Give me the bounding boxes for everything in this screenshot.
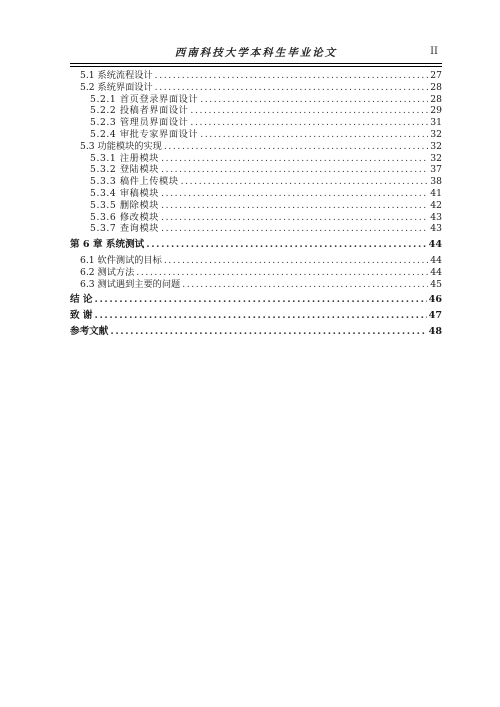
toc-entry-page: 29	[430, 105, 442, 117]
toc-entry[interactable]	[70, 105, 442, 117]
toc-entry[interactable]	[70, 223, 442, 235]
leader-dots	[95, 310, 427, 322]
toc-entry[interactable]	[70, 279, 442, 291]
toc-entry-page: 32	[430, 152, 442, 164]
toc-entry-label: 5.2.3 管理员界面设计	[90, 117, 189, 129]
toc-chapter-entry[interactable]	[70, 310, 442, 322]
thesis-header-title: 西南科技大学本科生毕业论文	[174, 47, 338, 59]
page-number: II	[430, 46, 438, 57]
header-rule	[70, 63, 442, 64]
toc-entry[interactable]	[70, 267, 442, 279]
toc-entry-label: 6.1 软件测试的目标	[80, 254, 162, 266]
toc-entry-page: 42	[430, 199, 442, 211]
toc-entry[interactable]	[70, 94, 442, 106]
leader-dots	[190, 105, 428, 117]
toc-entry-page: 28	[430, 81, 442, 93]
toc-entry-label: 5.2.2 投稿者界面设计	[90, 105, 189, 117]
toc-entry[interactable]	[70, 129, 442, 141]
toc-entry[interactable]	[70, 117, 442, 129]
toc-entry-label: 5.2.4 审批专家界面设计	[90, 128, 199, 140]
leader-dots	[161, 188, 428, 200]
toc-entry[interactable]	[70, 176, 442, 188]
leader-dots	[181, 176, 429, 188]
toc-entry-label: 5.3.6 修改模块	[90, 211, 160, 223]
toc-entry-label: 5.3.3 稿件上传模块	[90, 176, 179, 188]
toc-chapter-entry[interactable]	[70, 239, 442, 251]
leader-dots	[200, 94, 428, 106]
leader-dots	[161, 200, 428, 212]
toc-entry-label: 第 6 章 系统测试	[70, 239, 145, 251]
toc-entry[interactable]	[70, 70, 442, 82]
leader-dots	[190, 117, 428, 129]
leader-dots	[200, 129, 428, 141]
toc-entry-page: 43	[430, 211, 442, 223]
toc-entry[interactable]	[70, 200, 442, 212]
toc-entry-page: 41	[430, 187, 442, 199]
toc-entry-page: 44	[430, 254, 442, 266]
toc-entry-label: 致 谢	[70, 310, 93, 322]
toc-entry[interactable]	[70, 255, 442, 267]
toc-entry-page: 27	[430, 70, 442, 81]
toc-entry-page: 46	[428, 294, 442, 306]
leader-dots	[155, 82, 429, 94]
running-header	[70, 42, 442, 62]
toc-entry-label: 结 论	[70, 294, 93, 306]
toc-entry-page: 32	[430, 128, 442, 140]
leader-dots	[164, 255, 428, 267]
toc-entry-label: 5.3.7 查询模块	[90, 223, 160, 235]
leader-dots	[95, 294, 427, 306]
toc-entry-label: 6.2 测试方法	[80, 266, 135, 278]
leader-dots	[155, 70, 429, 82]
toc-entry-page: 32	[430, 140, 442, 152]
leader-dots	[146, 239, 426, 251]
toc-entry-label: 5.3.4 审稿模块	[90, 187, 160, 199]
toc-entry-page: 47	[428, 310, 442, 322]
toc-entry-label: 参考文献	[70, 325, 109, 337]
leader-dots	[161, 164, 428, 176]
leader-dots	[110, 326, 426, 338]
toc-entry[interactable]	[70, 212, 442, 224]
toc-entry[interactable]	[70, 141, 442, 153]
toc-entry-page: 45	[430, 278, 442, 290]
toc-entry-label: 5.2.1 首页登录界面设计	[90, 93, 199, 105]
leader-dots	[161, 223, 428, 235]
toc-entry-label: 5.2 系统界面设计	[80, 81, 153, 93]
toc-entry-label: 5.3.1 注册模块	[90, 152, 160, 164]
toc-entry-page: 38	[430, 176, 442, 188]
toc-entry[interactable]	[70, 153, 442, 165]
leader-dots	[182, 279, 428, 291]
toc-entry-page: 28	[430, 93, 442, 105]
table-of-contents	[70, 70, 442, 338]
toc-entry-page: 43	[430, 223, 442, 235]
leader-dots	[164, 141, 428, 153]
leader-dots	[161, 153, 428, 165]
toc-chapter-entry[interactable]	[70, 326, 442, 338]
toc-chapter-entry[interactable]	[70, 294, 442, 306]
header-rule-thin	[70, 66, 442, 67]
toc-entry-label: 5.3.2 登陆模块	[90, 164, 160, 176]
leader-dots	[136, 267, 428, 279]
toc-entry-label: 5.1 系统流程设计	[80, 70, 153, 81]
toc-entry-page: 44	[428, 239, 442, 251]
toc-entry-page: 44	[430, 266, 442, 278]
toc-entry-page: 48	[428, 325, 442, 337]
toc-entry-label: 5.3.5 删除模块	[90, 199, 160, 211]
toc-entry-page: 37	[430, 164, 442, 176]
toc-entry[interactable]	[70, 188, 442, 200]
toc-entry-label: 6.3 测试遇到主要的问题	[80, 278, 181, 290]
leader-dots	[161, 212, 428, 224]
toc-entry[interactable]	[70, 82, 442, 94]
toc-entry-label: 5.3 功能模块的实现	[80, 140, 162, 152]
toc-entry-page: 31	[430, 117, 442, 129]
toc-entry[interactable]	[70, 164, 442, 176]
